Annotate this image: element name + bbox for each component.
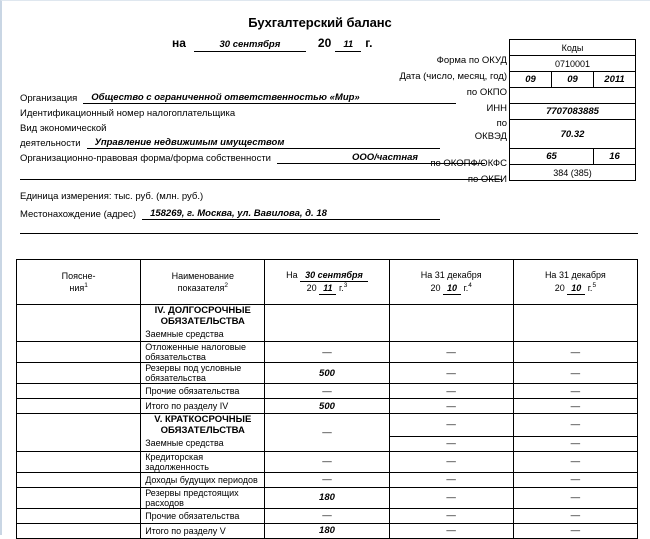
codes-value-okud: 0710001 — [510, 56, 636, 72]
col-p3-prefix: На 31 декабря — [544, 270, 606, 281]
location-input[interactable]: 158269, г. Москва, ул. Вавилова, д. 18 — [142, 208, 440, 220]
row-label: Прочие обязательства — [141, 384, 265, 399]
code-label-okei: по ОКЕИ — [467, 174, 507, 185]
row-value-period-3: — — [513, 472, 637, 487]
row-label: Итого по разделу V — [141, 523, 265, 538]
row-value-period-2: — — [389, 342, 513, 363]
row-explanation-cell[interactable] — [17, 472, 141, 487]
codes-row-okei — [510, 165, 636, 181]
report-year-field[interactable]: 11 — [335, 39, 361, 52]
table-row — [17, 305, 638, 328]
col-p3-suffix: г. — [587, 282, 593, 293]
legal-form-row — [20, 149, 510, 164]
row-label: Отложенные налоговые обязательства — [141, 342, 265, 363]
col-p1-date-field[interactable]: 30 сентября — [300, 269, 368, 282]
section-5-sub-value-2: — — [389, 436, 513, 451]
section-4-heading-value-3 — [513, 305, 637, 342]
table-row — [17, 487, 638, 508]
row-value-period-1: 500 — [265, 399, 389, 414]
row-explanation-cell[interactable] — [17, 451, 141, 472]
row-explanation-cell[interactable] — [17, 508, 141, 523]
row-value-period-1: — — [265, 472, 389, 487]
organization-label: Организация — [20, 93, 78, 104]
col-expl-line2: ния — [69, 283, 85, 293]
unit-and-location-fields — [20, 187, 510, 220]
row-value-period-2: — — [389, 523, 513, 538]
codes-value-inn[interactable]: 7707083885 — [510, 104, 636, 120]
code-label-okud: Форма по ОКУД — [436, 55, 507, 66]
row-value-period-2: — — [389, 399, 513, 414]
codes-value-okved[interactable]: 70.32 — [510, 120, 636, 149]
row-explanation-cell[interactable] — [17, 399, 141, 414]
row-label: Прочие обязательства — [141, 508, 265, 523]
row-value-period-2: — — [389, 472, 513, 487]
col-p1-year-prefix: 20 — [306, 283, 317, 293]
activity-input[interactable]: Управление недвижимым имуществом — [87, 137, 440, 149]
column-header-period-2 — [389, 260, 513, 305]
section-5-merged-value-1: — — [265, 414, 389, 452]
row-value-period-2: — — [389, 451, 513, 472]
activity-row-line1 — [20, 119, 510, 134]
table-row — [17, 342, 638, 363]
row-label: Доходы будущих периодов — [141, 472, 265, 487]
table-row — [17, 523, 638, 538]
organization-form-fields — [20, 89, 510, 164]
col-p2-year-field[interactable]: 10 — [443, 282, 461, 295]
year-prefix-label: 20 — [317, 36, 332, 50]
col-p2-footnote: 4 — [468, 281, 472, 289]
codes-value-okfs[interactable]: 16 — [594, 149, 636, 165]
report-date-line — [152, 36, 452, 52]
section-4-heading-value-1 — [265, 305, 389, 342]
row-value-period-3: — — [513, 363, 637, 384]
row-label: Резервы предстоящих расходов — [141, 487, 265, 508]
codes-row-okpo — [510, 88, 636, 104]
codes-row-date — [510, 72, 636, 88]
codes-row-okved — [510, 120, 636, 149]
column-header-explanations — [17, 260, 141, 305]
col-p1-suffix: г. — [339, 283, 344, 293]
col-p2-prefix: На 31 декабря — [420, 270, 482, 281]
code-label-okved-line2: ОКВЭД — [474, 131, 507, 142]
page-title: Бухгалтерский баланс — [248, 15, 392, 30]
activity-row-line2 — [20, 134, 510, 149]
column-header-period-1 — [265, 260, 389, 305]
unit-row — [20, 187, 510, 202]
row-value-period-2: — — [389, 508, 513, 523]
row-value-period-1: 180 — [265, 523, 389, 538]
table-row — [17, 384, 638, 399]
report-date-field[interactable]: 30 сентября — [194, 39, 306, 52]
section-4-heading-value-2 — [389, 305, 513, 342]
row-value-period-3: — — [513, 523, 637, 538]
table-row — [17, 451, 638, 472]
section-heading-5: V. КРАТКОСРОЧНЫЕ ОБЯЗАТЕЛЬСТВА — [141, 414, 265, 437]
row-label: Кредиторская задолженность — [141, 451, 265, 472]
row-explanation-cell[interactable] — [17, 487, 141, 508]
row-value-period-3: — — [513, 451, 637, 472]
col-p3-footnote: 5 — [592, 281, 597, 289]
organization-row — [20, 89, 510, 104]
organization-input[interactable]: Общество с ограниченной ответственностью «Мир» — [83, 92, 456, 104]
codes-value-day[interactable]: 09 — [510, 72, 552, 88]
codes-value-month[interactable]: 09 — [552, 72, 594, 88]
row-value-period-1: 180 — [265, 487, 389, 508]
col-p1-year-field[interactable]: 11 — [319, 282, 336, 295]
table-row — [17, 399, 638, 414]
activity-label-line2: деятельности — [20, 138, 81, 149]
col-p1-prefix: На — [286, 269, 298, 280]
codes-row-inn — [510, 104, 636, 120]
inn-label: Идентификационный номер налогоплательщика — [20, 108, 236, 119]
row-value-period-1: 500 — [265, 363, 389, 384]
date-prefix-label: на — [172, 36, 186, 50]
legal-form-label: Организационно-правовая форма/форма собственности — [20, 153, 271, 164]
code-label-okved-line1: по — [496, 118, 507, 129]
col-p2-year-prefix: 20 — [430, 282, 441, 293]
row-value-period-2: — — [389, 384, 513, 399]
code-label-okopf: по ОКОПФ/ОКФС — [430, 158, 507, 169]
codes-header-row — [510, 40, 636, 56]
row-value-period-1: — — [265, 342, 389, 363]
row-explanation-cell[interactable] — [17, 384, 141, 399]
column-header-period-3 — [513, 260, 637, 305]
row-value-period-3: — — [513, 342, 637, 363]
row-label: Резервы под условные обязательства — [141, 363, 265, 384]
section-5-heading-value-3: — — [513, 414, 637, 437]
section-5-heading-value-2: — — [389, 414, 513, 437]
title-block — [152, 15, 452, 52]
table-row — [17, 414, 638, 437]
col-expl-line1: Поясне- — [61, 270, 96, 281]
section-5-sub-value-3: — — [513, 436, 637, 451]
unit-label: Единица измерения: тыс. руб. (млн. руб.) — [20, 191, 204, 202]
legal-form-underline-extension — [20, 179, 502, 180]
location-label: Местонахождение (адрес) — [20, 209, 137, 220]
codes-header-cell: Коды — [510, 40, 636, 56]
row-value-period-3: — — [513, 508, 637, 523]
section-4-sub-label: Заемные средства — [141, 327, 265, 342]
legal-form-input[interactable]: ООО/частная — [277, 152, 485, 164]
code-label-okpo: по ОКПО — [466, 87, 507, 98]
table-row — [17, 363, 638, 384]
codes-table — [509, 39, 636, 181]
row-value-period-3: — — [513, 487, 637, 508]
year-suffix-label: г. — [365, 36, 373, 50]
col-expl-footnote: 1 — [84, 282, 88, 289]
row-explanation-cell[interactable] — [17, 305, 141, 342]
row-explanation-cell[interactable] — [17, 523, 141, 538]
codes-row-okopf — [510, 149, 636, 165]
code-label-inn: ИНН — [486, 103, 507, 114]
row-label: Итого по разделу IV — [141, 399, 265, 414]
row-value-period-1: — — [265, 384, 389, 399]
codes-value-okopf[interactable]: 65 — [510, 149, 594, 165]
row-value-period-2: — — [389, 363, 513, 384]
row-value-period-3: — — [513, 399, 637, 414]
row-value-period-2: — — [389, 487, 513, 508]
row-value-period-3: — — [513, 384, 637, 399]
codes-value-okpo[interactable] — [510, 88, 636, 104]
row-explanation-cell[interactable] — [17, 342, 141, 363]
inn-row — [20, 104, 510, 119]
codes-row-okud — [510, 56, 636, 72]
row-value-period-1: — — [265, 451, 389, 472]
liabilities-table — [16, 259, 638, 539]
header-table-separator — [20, 233, 638, 234]
table-row — [17, 508, 638, 523]
col-p1-footnote: 3 — [343, 282, 348, 289]
table-row — [17, 472, 638, 487]
section-heading-4: IV. ДОЛГОСРОЧНЫЕ ОБЯЗАТЕЛЬСТВА — [141, 305, 265, 328]
table-header-row — [17, 260, 638, 305]
codes-value-okei: 384 (385) — [510, 165, 636, 181]
row-explanation-cell[interactable] — [17, 363, 141, 384]
codes-value-year[interactable]: 2011 — [594, 72, 636, 88]
row-explanation-cell[interactable] — [17, 414, 141, 452]
activity-label-line1: Вид экономической — [20, 123, 107, 134]
code-label-date: Дата (число, месяц, год) — [399, 71, 507, 82]
section-5-sub-label: Заемные средства — [141, 436, 265, 451]
col-indicator-label: Наименование показателя — [171, 270, 234, 293]
location-row — [20, 202, 510, 220]
col-p2-suffix: г. — [463, 282, 469, 293]
col-indicator-footnote: 2 — [224, 282, 228, 289]
column-header-indicator — [141, 260, 265, 305]
row-value-period-1: — — [265, 508, 389, 523]
col-p3-year-prefix: 20 — [554, 282, 565, 293]
col-p3-year-field[interactable]: 10 — [567, 282, 585, 295]
